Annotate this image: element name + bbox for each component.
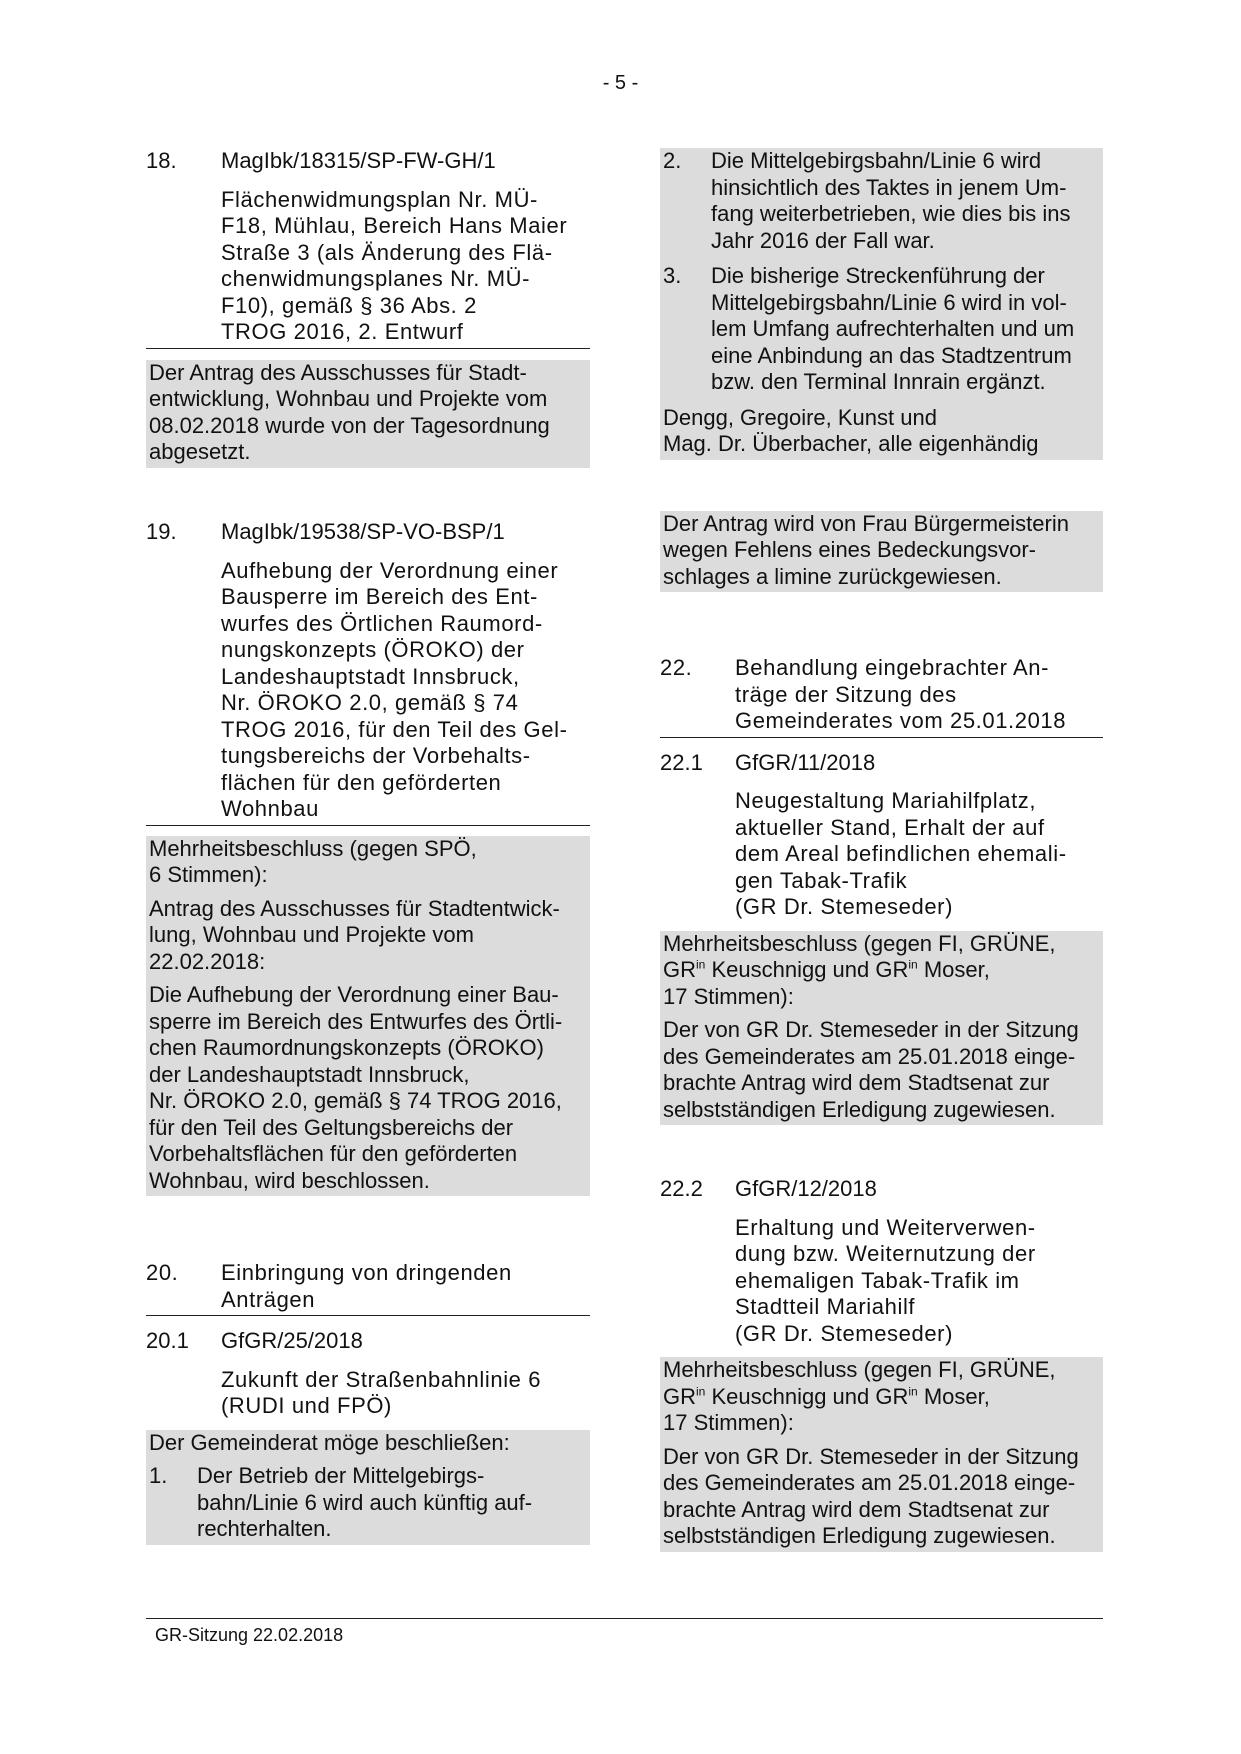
item-title: Einbringung von dringenden Anträgen xyxy=(221,1260,512,1312)
vote-result: Mehrheitsbeschluss (gegen SPÖ, 6 Stimmen): xyxy=(149,835,477,887)
motion-point-1: 1. Der Betrieb der Mittelgebirgs- bahn/Linie 6 wird auch künftig auf- rechterhalten. xyxy=(149,1463,533,1541)
sub-item-number: 22.1 xyxy=(660,749,703,775)
decision-text: Der von GR Dr. Stemeseder in der Sitzung des Gemeinderates am 25.01.2018 einge- brachte Antrag wird dem Stadtsenat zur selbstständigen Erledigung zugewiesen. xyxy=(663,1017,1079,1122)
motion-continuation xyxy=(660,148,1103,592)
sub-item-code: GfGR/11/2018 xyxy=(735,749,876,775)
motion-source: Antrag des Ausschusses für Stadtentwick- lung, Wohnbau und Projekte vom 22.02.2018: xyxy=(149,895,560,974)
item-code: MagIbk/19538/SP-VO-BSP/1 xyxy=(221,519,505,544)
item-number: 22. xyxy=(660,655,693,680)
page-number: - 5 - xyxy=(602,72,639,94)
item-title: Aufhebung der Verordnung einer Bausperre im Bereich des Ent- wurfes des Örtlichen Raumord- nungskonzepts (ÖROKO) der Landeshauptstadt Innsbruck, Nr. ÖROKO 2.0, gemäß § 74 TROG 2016, für den Teil des Gel- tungsbereichs der Vorbehalts- flächen für den geförderten Wohnbau xyxy=(146,558,590,826)
item-number: 18. xyxy=(146,148,177,173)
sub-item-title: Zukunft der Straßenbahnlinie 6 (RUDI und FPÖ) xyxy=(221,1366,542,1418)
item-number: 19. xyxy=(146,519,177,544)
agenda-item-22 xyxy=(660,655,1103,1552)
sub-item-title: Erhaltung und Weiterverwen- dung bzw. Weiternutzung der ehemaligen Tabak-Trafik im Stadtteil Mariahilf (GR Dr. Stemeseder) xyxy=(735,1214,1036,1346)
item-title: Behandlung eingebrachter An- träge der Sitzung des Gemeinderates vom 25.01.2018 xyxy=(735,655,1067,733)
item-result xyxy=(660,1357,1103,1552)
motion-point-3: 3. Die bisherige Streckenführung der Mittelgebirgsbahn/Linie 6 wird in vol- lem Umfang aufrechterhalten und um eine Anbindung an das Stadtzentrum bzw. den Terminal Innrain ergänzt. xyxy=(663,263,1075,394)
item-result: Der Antrag wird von Frau Bürgermeisterin wegen Fehlens eines Bedeckungsvor- schlages a limine zurückgewiesen. xyxy=(660,511,1103,593)
motion-signers: Dengg, Gregoire, Kunst und Mag. Dr. Überbacher, alle eigenhändig xyxy=(663,404,1039,456)
sub-item-number: 20.1 xyxy=(146,1328,189,1353)
sub-item-title: Neugestaltung Mariahilfplatz, aktueller Stand, Erhalt der auf dem Areal befindlichen ehemali- gen Tabak-Trafik (GR Dr. Stemeseder) xyxy=(735,788,1067,919)
decision-text: Die Aufhebung der Verordnung einer Bau- sperre im Bereich des Entwurfes des Örtli- chen Raumordnungskonzepts (ÖROKO) der Landeshauptstadt Innsbruck, Nr. ÖROKO 2.0, gemäß § 74 TROG 2016, für den Teil des Geltungsbereichs der Vorbehaltsflächen für den geförderten Wohnbau, wird beschlossen. xyxy=(149,982,563,1193)
item-code: MagIbk/18315/SP-FW-GH/1 xyxy=(221,148,496,173)
footer-divider xyxy=(146,1618,1103,1619)
vote-result: Mehrheitsbeschluss (gegen FI, GRÜNE, $GR^{in}$ Keuschnigg und $GR^{in}$ Moser, 17 Stimmen): xyxy=(663,930,1056,1009)
item-title: Flächenwidmungsplan Nr. MÜ- F18, Mühlau, Bereich Hans Maier Straße 3 (als Änderung des Flä- chenwidmungsplanes Nr. MÜ- F10), gemäß § 36 Abs. 2 TROG 2016, 2. Entwurf xyxy=(146,187,590,349)
sub-item-code: GfGR/25/2018 xyxy=(221,1328,363,1353)
agenda-item-20 xyxy=(146,1260,590,1545)
item-number: 20. xyxy=(146,1260,179,1285)
vote-result: Mehrheitsbeschluss (gegen FI, GRÜNE, $GR^{in}$ Keuschnigg und $GR^{in}$ Moser, 17 Stimmen): xyxy=(663,1357,1056,1435)
page-footer: GR-Sitzung 22.02.2018 xyxy=(155,1625,344,1645)
agenda-item-19 xyxy=(146,519,590,1196)
motion-intro: Der Gemeinderat möge beschließen: xyxy=(149,1429,510,1455)
sub-item-22-2 xyxy=(660,1176,1103,1203)
motion-point-2: 2. Die Mittelgebirgsbahn/Linie 6 wird hinsichtlich des Taktes in jenem Um- fang weiterbetrieben, wie dies bis ins Jahr 2016 der Fall war. xyxy=(663,148,1071,253)
decision-text: Der von GR Dr. Stemeseder in der Sitzung des Gemeinderates am 25.01.2018 einge- brachte Antrag wird dem Stadtsenat zur selbstständigen Erledigung zugewiesen. xyxy=(663,1443,1079,1548)
agenda-item-18 xyxy=(146,148,590,468)
sub-item-22-1 xyxy=(660,750,1103,777)
motion-text xyxy=(146,1430,590,1545)
item-result xyxy=(660,931,1103,1126)
sub-item-code: GfGR/12/2018 xyxy=(735,1176,877,1201)
sub-item-number: 22.2 xyxy=(660,1176,703,1201)
item-result: Der Antrag des Ausschusses für Stadt- entwicklung, Wohnbau und Projekte vom 08.02.2018 wurde von der Tagesordnung abgesetzt. xyxy=(146,360,590,468)
item-result xyxy=(146,836,590,1197)
